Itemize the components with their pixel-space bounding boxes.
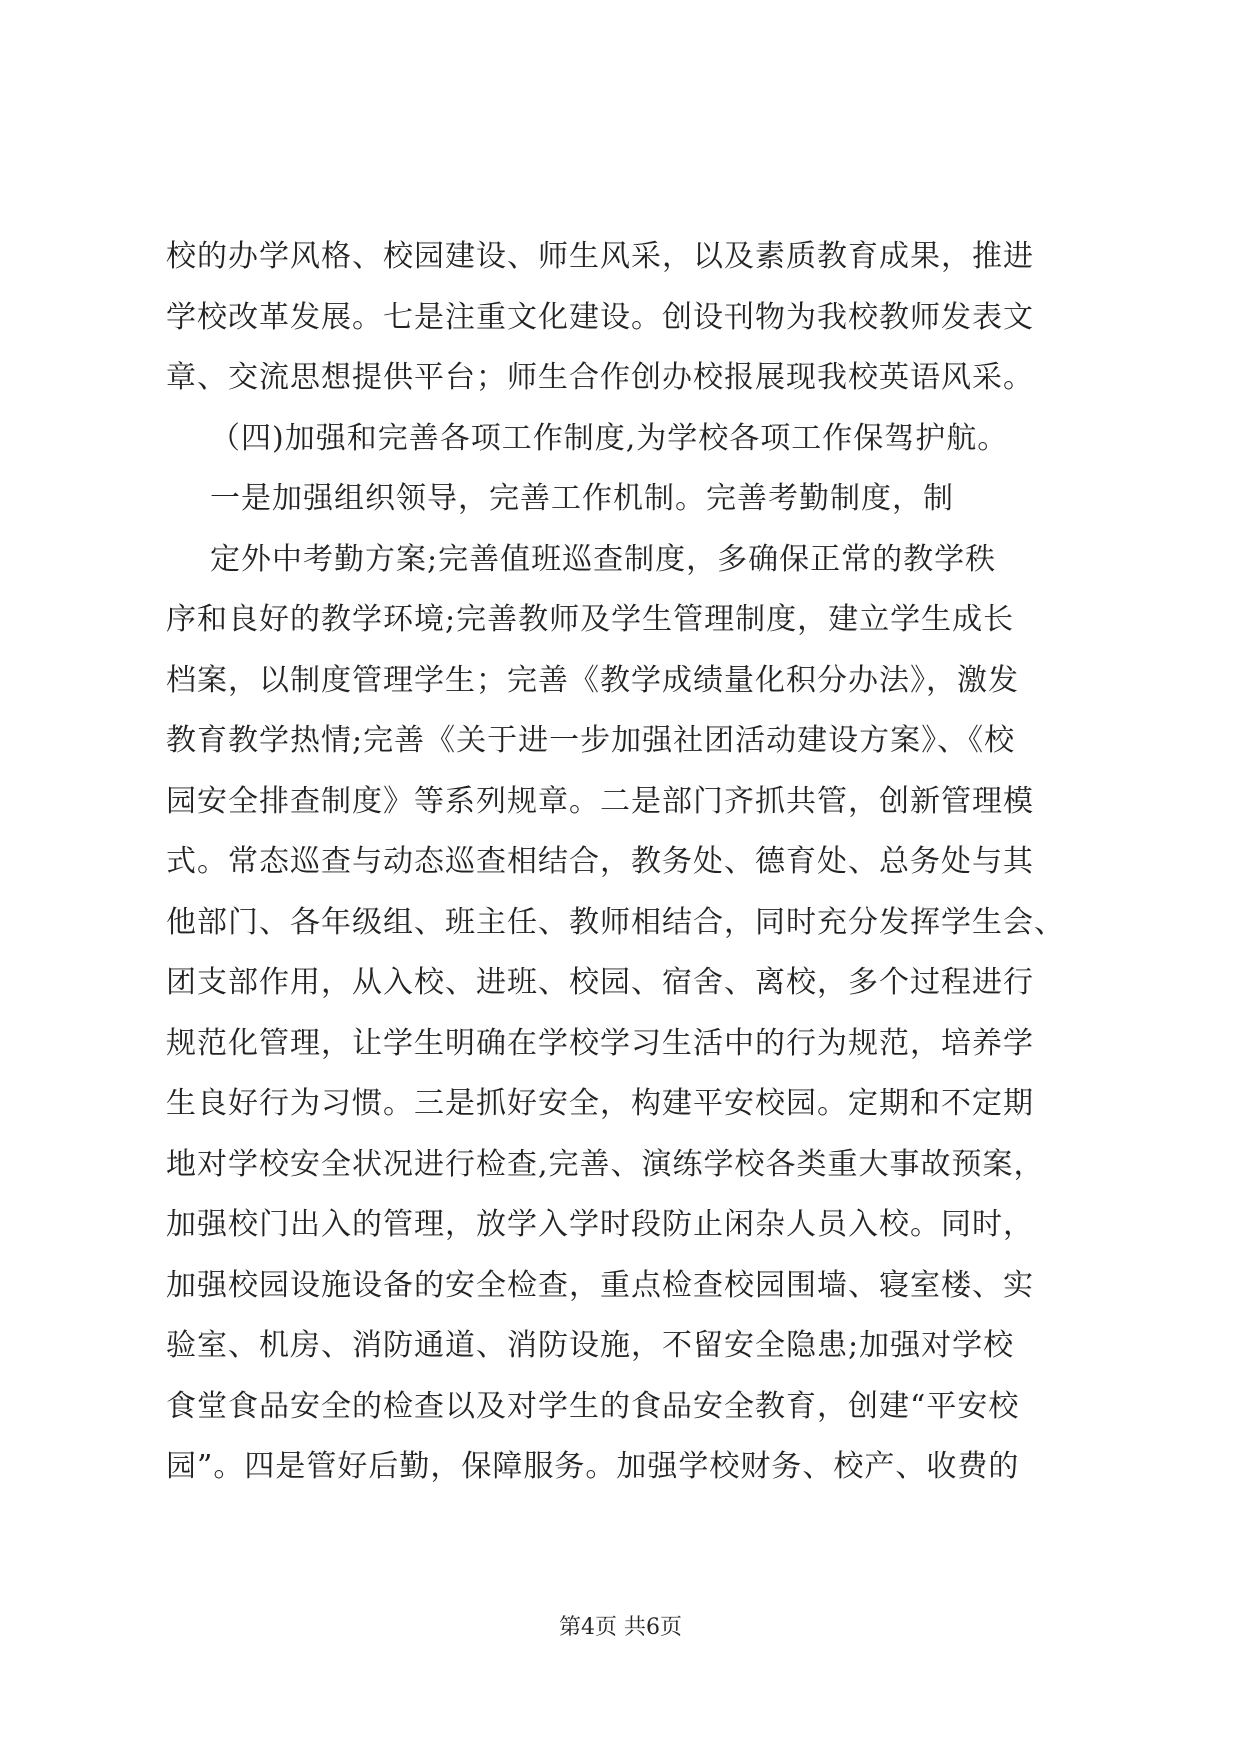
text-line: 序和良好的教学环境;完善教师及学生管理制度，建立学生成长 bbox=[166, 602, 1015, 637]
text-line: 章、交流思想提供平台；师生合作创办校报展现我校英语风采。 bbox=[166, 360, 1034, 395]
text-line: 生良好行为习惯。三是抓好安全，构建平安校园。定期和不定期 bbox=[166, 1086, 1034, 1121]
text-line: 教育教学热情;完善《关于进一步加强社团活动建设方案》、《校 bbox=[166, 723, 1016, 758]
section-heading: （四)加强和完善各项工作制度,为学校各项工作保驾护航。 bbox=[210, 420, 1009, 456]
text-line: 档案，以制度管理学生；完善《教学成绩量化积分办法》，激发 bbox=[166, 662, 1019, 698]
body-text bbox=[166, 227, 1086, 1498]
text-line: 规范化管理，让学生明确在学校学习生活中的行为规范，培养学 bbox=[166, 1025, 1034, 1061]
text-line: 食堂食品安全的检查以及对学生的食品安全教育，创建“平安校 bbox=[166, 1388, 1020, 1424]
text-line: 他部门、各年级组、班主任、教师相结合，同时充分发挥学生会、 bbox=[166, 904, 1065, 940]
text-line: 加强校园设施设备的安全检查，重点检查校园围墙、寝室楼、实 bbox=[166, 1267, 1034, 1303]
text-line: 一是加强组织领导，完善工作机制。完善考勤制度，制 bbox=[210, 481, 954, 516]
text-line: 园安全排查制度》等系列规章。二是部门齐抓共管，创新管理模 bbox=[166, 783, 1034, 819]
text-line: 学校改革发展。七是注重文化建设。创设刊物为我校教师发表文 bbox=[166, 299, 1034, 335]
text-line: 校的办学风格、校园建设、师生风采，以及素质教育成果，推进 bbox=[166, 239, 1034, 274]
page-number-footer: 第4页 共6页 bbox=[559, 1615, 682, 1640]
text-line: 地对学校安全状况进行检查,完善、演练学校各类重大事故预案， bbox=[166, 1146, 1045, 1182]
text-line: 验室、机房、消防通道、消防设施，不留安全隐患;加强对学校 bbox=[166, 1328, 1015, 1363]
text-line: 团支部作用，从入校、进班、校园、宿舍、离校，多个过程进行 bbox=[166, 965, 1034, 1000]
text-line: 式。常态巡查与动态巡查相结合，教务处、德育处、总务处与其 bbox=[166, 844, 1034, 879]
text-line: 加强校门出入的管理，放学入学时段防止闲杂人员入校。同时， bbox=[166, 1207, 1034, 1242]
text-line: 定外中考勤方案;完善值班巡查制度，多确保正常的教学秩 bbox=[210, 541, 997, 577]
text-line: 园”。四是管好后勤，保障服务。加强学校财务、校产、收费的 bbox=[166, 1449, 1020, 1484]
